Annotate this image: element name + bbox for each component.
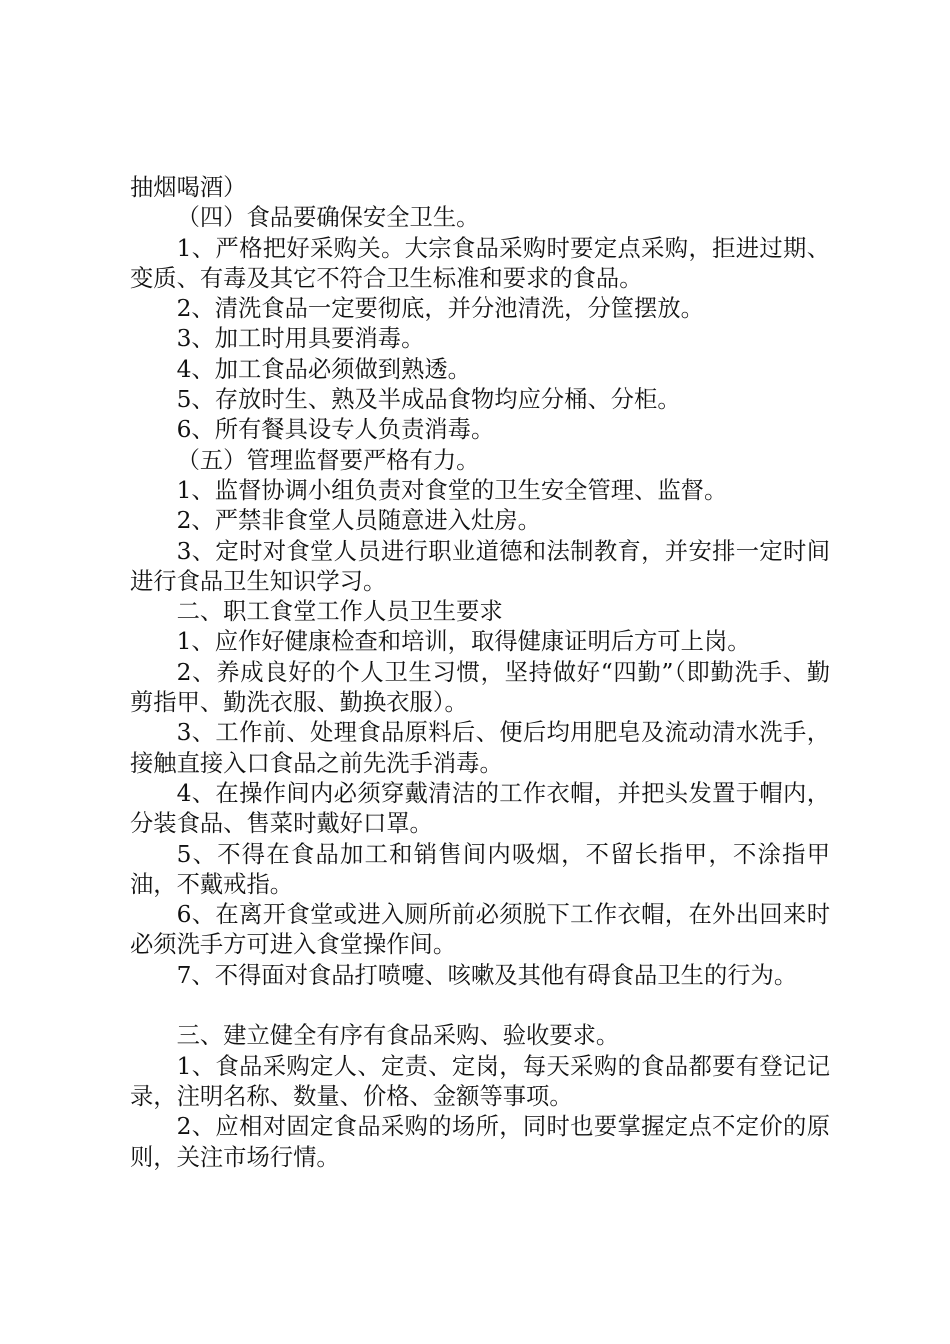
paragraph-4-3: 3、加工时用具要消毒。 [176, 325, 425, 353]
paragraph-2-6: 6、在离开食堂或进入厕所前必须脱下工作衣帽，在外出回来时必须洗手方可进入食堂操作间。 [130, 901, 830, 959]
paragraph-4-4: 4、加工食品必须做到熟透。 [176, 355, 471, 383]
paragraph-4-6: 6、所有餐具设专人负责消毒。 [176, 416, 495, 444]
document-page [130, 173, 830, 1173]
section-heading-2: 二、职工食堂工作人员卫生要求 [176, 598, 503, 626]
paragraph-3-1: 1、食品采购定人、定责、定岗，每天采购的食品都要有登记记录，注明名称、数量、价格、金额等事项。 [130, 1052, 830, 1110]
section-heading-5: （五）管理监督要严格有力。 [176, 446, 480, 474]
paragraph-2-2: 2、养成良好的个人卫生习惯，坚持做好“四勤”（即勤洗手、勤剪指甲、勤洗衣服、勤换衣服）。 [130, 658, 830, 717]
paragraph-5-1: 1、监督协调小组负责对食堂的卫生安全管理、监督。 [176, 476, 728, 504]
paragraph-3-2: 2、应相对固定食品采购的场所，同时也要掌握定点不定价的原则，关注市场行情。 [130, 1113, 830, 1171]
paragraph-4-2: 2、清洗食品一定要彻底，并分池清洗，分筐摆放。 [176, 295, 704, 323]
paragraph-2-1: 1、应作好健康检查和培训，取得健康证明后方可上岗。 [176, 628, 751, 656]
section-heading-3: 三、建立健全有序有食品采购、验收要求。 [176, 1022, 620, 1050]
paragraph-2-5: 5、不得在食品加工和销售间内吸烟，不留长指甲，不涂指甲油，不戴戒指。 [130, 840, 830, 898]
section-heading-4: （四）食品要确保安全卫生。 [176, 204, 480, 232]
paragraph-2-3: 3、工作前、处理食品原料后、便后均用肥皂及流动清水洗手，接触直接入口食品之前先洗手消毒。 [130, 719, 830, 777]
paragraph-5-2: 2、严禁非食堂人员随意进入灶房。 [176, 507, 541, 535]
paragraph-continuation: 抽烟喝酒） [130, 174, 247, 201]
paragraph-4-1: 1、严格把好采购关。大宗食品采购时要定点采购，拒进过期、变质、有毒及其它不符合卫生标准和要求的食品。 [130, 234, 830, 292]
paragraph-4-5: 5、存放时生、熟及半成品食物均应分桶、分柜。 [176, 386, 681, 414]
paragraph-2-4: 4、在操作间内必须穿戴清洁的工作衣帽，并把头发置于帽内，分装食品、售菜时戴好口罩。 [130, 779, 830, 838]
paragraph-2-7: 7、不得面对食品打喷嚏、咳嗽及其他有碍食品卫生的行为。 [176, 961, 798, 989]
blank-line [130, 991, 830, 1021]
paragraph-5-3: 3、定时对食堂人员进行职业道德和法制教育，并安排一定时间进行食品卫生知识学习。 [130, 537, 830, 595]
